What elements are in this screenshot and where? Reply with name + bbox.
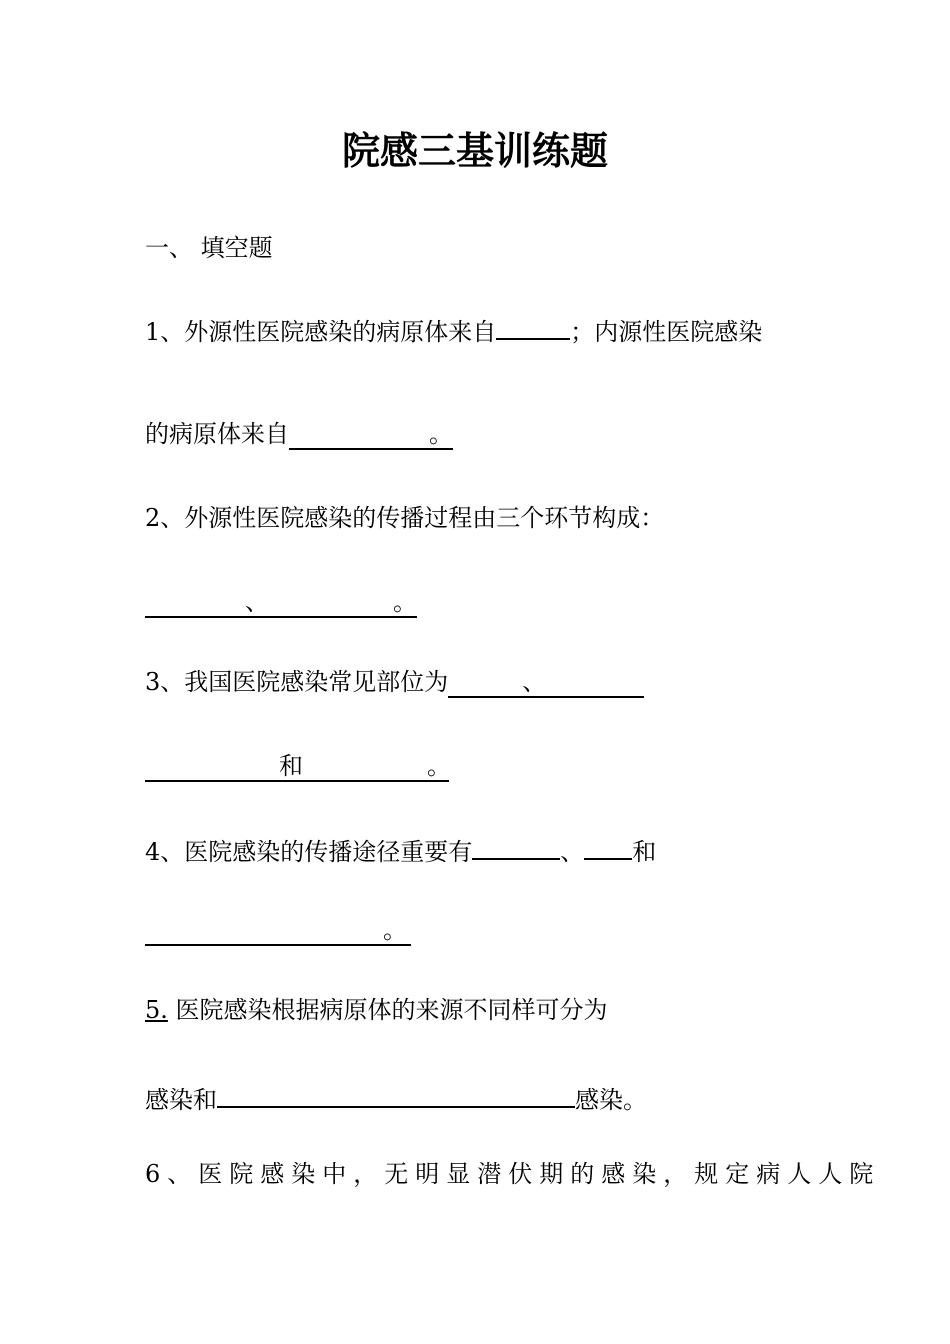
question-2-line-1: 2、外源性医院感染的传播过程由三个环节构成： — [145, 504, 665, 532]
question-5-text-3: 感染。 — [575, 1086, 647, 1114]
period: 。 — [393, 588, 417, 616]
question-5-line-2 — [145, 1078, 647, 1116]
question-5-text: 医院感染根据病原体的来源不同样可分为 — [167, 996, 608, 1024]
separator: 、 — [245, 588, 269, 616]
section-heading: 一、 填空题 — [145, 234, 273, 262]
answer-blank[interactable] — [145, 588, 417, 618]
answer-blank[interactable] — [145, 752, 449, 782]
answer-blank[interactable] — [145, 916, 411, 946]
question-3-text: 3、我国医院感染常见部位为 — [145, 668, 449, 696]
answer-blank[interactable] — [448, 668, 644, 698]
question-2-line-2 — [145, 586, 417, 618]
question-3-line-1 — [145, 666, 644, 698]
document-title: 院感三基训练题 — [341, 128, 608, 173]
answer-blank[interactable] — [217, 1078, 575, 1108]
period: 。 — [429, 420, 453, 448]
question-1-text: 1、外源性医院感染的病原体来自 — [145, 318, 497, 346]
question-1-text-3: 的病原体来自 — [145, 420, 289, 448]
question-5-line-1 — [145, 994, 608, 1026]
question-5-text-2: 感染和 — [145, 1086, 217, 1114]
separator: 、 — [560, 838, 585, 866]
question-1-line-2 — [145, 418, 453, 450]
answer-blank[interactable] — [496, 310, 570, 340]
separator: 、 — [522, 668, 547, 696]
question-6-line-1: 6、医院感染中，无明显潜伏期的感染，规定病人人院 — [145, 1160, 881, 1188]
question-3-line-2 — [145, 750, 449, 782]
question-4-line-2 — [145, 914, 411, 946]
question-4-text: 4、医院感染的传播途径重要有 — [145, 838, 473, 866]
answer-blank[interactable] — [472, 830, 560, 860]
and-text: 和 — [632, 838, 657, 866]
period: 。 — [427, 752, 451, 780]
period: 。 — [383, 916, 407, 944]
question-1-line-1 — [145, 310, 762, 348]
answer-blank[interactable] — [289, 420, 453, 450]
question-4-line-1 — [145, 830, 656, 868]
question-5-number: 5. — [145, 996, 168, 1024]
answer-blank[interactable] — [584, 830, 632, 860]
question-1-text-2: ；内源性医院感染 — [570, 318, 763, 346]
and-text: 和 — [279, 752, 303, 780]
